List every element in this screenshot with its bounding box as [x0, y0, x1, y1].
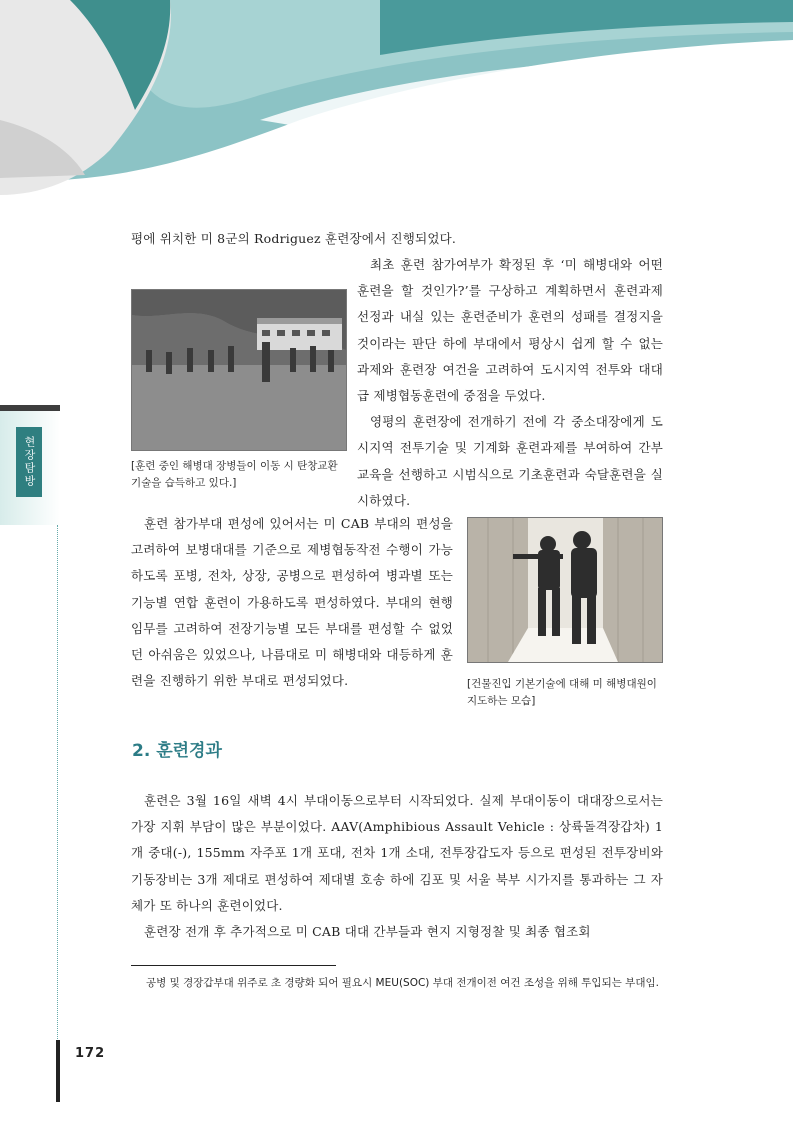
paragraph-2: 최초 훈련 참가여부가 확정된 후 ‘미 해병대와 어떤 훈련을 할 것인가?’를 구상하고 계획하면서 훈련과제 선정과 내실 있는 훈련준비가 훈련의 성패를 결정지을 것이라는 판단 하에 부대에서 평상시 쉽게 할 수 없는 과제와 훈련장 여건을 고려하여 도시지역 전투와 대대급 제병협동훈련에 중점을 두었다. [357, 257, 663, 404]
photo2-caption: [건물진입 기본기술에 대해 미 해병대원이 지도하는 모습] [467, 678, 657, 707]
photo1-caption: [훈련 중인 해병대 장병들이 이동 시 탄창교환 기술을 습득하고 있다.] [131, 460, 338, 489]
photo-building-entry-image [468, 518, 662, 662]
footnote: 공병 및 경장갑부대 위주로 초 경량화 되어 필요시 MEU(SOC) 부대 전개이전 여건 조성을 위해 투입되는 부대임. [146, 977, 659, 989]
footnote-rule [131, 965, 336, 966]
paragraph-4: 훈련 참가부대 편성에 있어서는 미 CAB 부대의 편성을 고려하여 보병대대를 기준으로 제병협동작전 수행이 가능하도록 포병, 전차, 상장, 공병으로 편성하여 병과별 또는 기능별 연합 훈련이 가용하도록 편성하였다. 부대의 현행 임무를 고려하여 전장기능별 모든 부대를 편성할 수 없었던 아쉬움은 있었으나, 나름대로 미 해병대와 대등하게 훈련을 진행하기 위한 부대로 편성되었다. [131, 516, 453, 689]
section-heading: 2. 훈련경과 [132, 741, 222, 761]
paragraph-5: 훈련은 3월 16일 새벽 4시 부대이동으로부터 시작되었다. 실제 부대이동이 대대장으로서는 가장 지휘 부담이 많은 부분이었다. AAV(Amphibious Assault Vehicle : 상륙돌격장갑차) 1개 중대(-), 155mm 자주포 1개 포대, 전차 1개 소대, 전투장갑도자 등으로 편성된 전투장비와 기동장비는 3개 제대로 편성하여 제대별 호송 하에 김포 및 서울 북부 시가지를 통과하는 그 자체가 또 하나의 훈련이었다. [131, 793, 663, 913]
photo-training-soldiers [131, 289, 347, 451]
side-tab-label: 현장탐방 [16, 427, 42, 497]
paragraph-3: 영평의 훈련장에 전개하기 전에 각 중소대장에게 도시지역 전투기술 및 기계화 훈련과제를 부여하여 간부교육을 선행하고 시범식으로 기초훈련과 숙달훈련을 실시하였다. [357, 414, 663, 508]
header-banner [0, 0, 793, 200]
text-block-top [131, 226, 663, 252]
text-block-section [131, 788, 663, 945]
margin-dotted-line [57, 525, 58, 1045]
paragraph-6: 훈련장 전개 후 추가적으로 미 CAB 대대 간부들과 현지 지형정찰 및 최종 협조회 [144, 924, 591, 940]
page-number: 172 [75, 1046, 106, 1061]
photo-building-entry [467, 517, 663, 663]
side-tab [0, 405, 60, 525]
paragraph-1: 평에 위치한 미 8군의 Rodriguez 훈련장에서 진행되었다. [131, 231, 457, 246]
side-tab-bar [0, 405, 60, 411]
page-number-bar [56, 1040, 60, 1102]
photo-training-soldiers-image [132, 290, 346, 450]
